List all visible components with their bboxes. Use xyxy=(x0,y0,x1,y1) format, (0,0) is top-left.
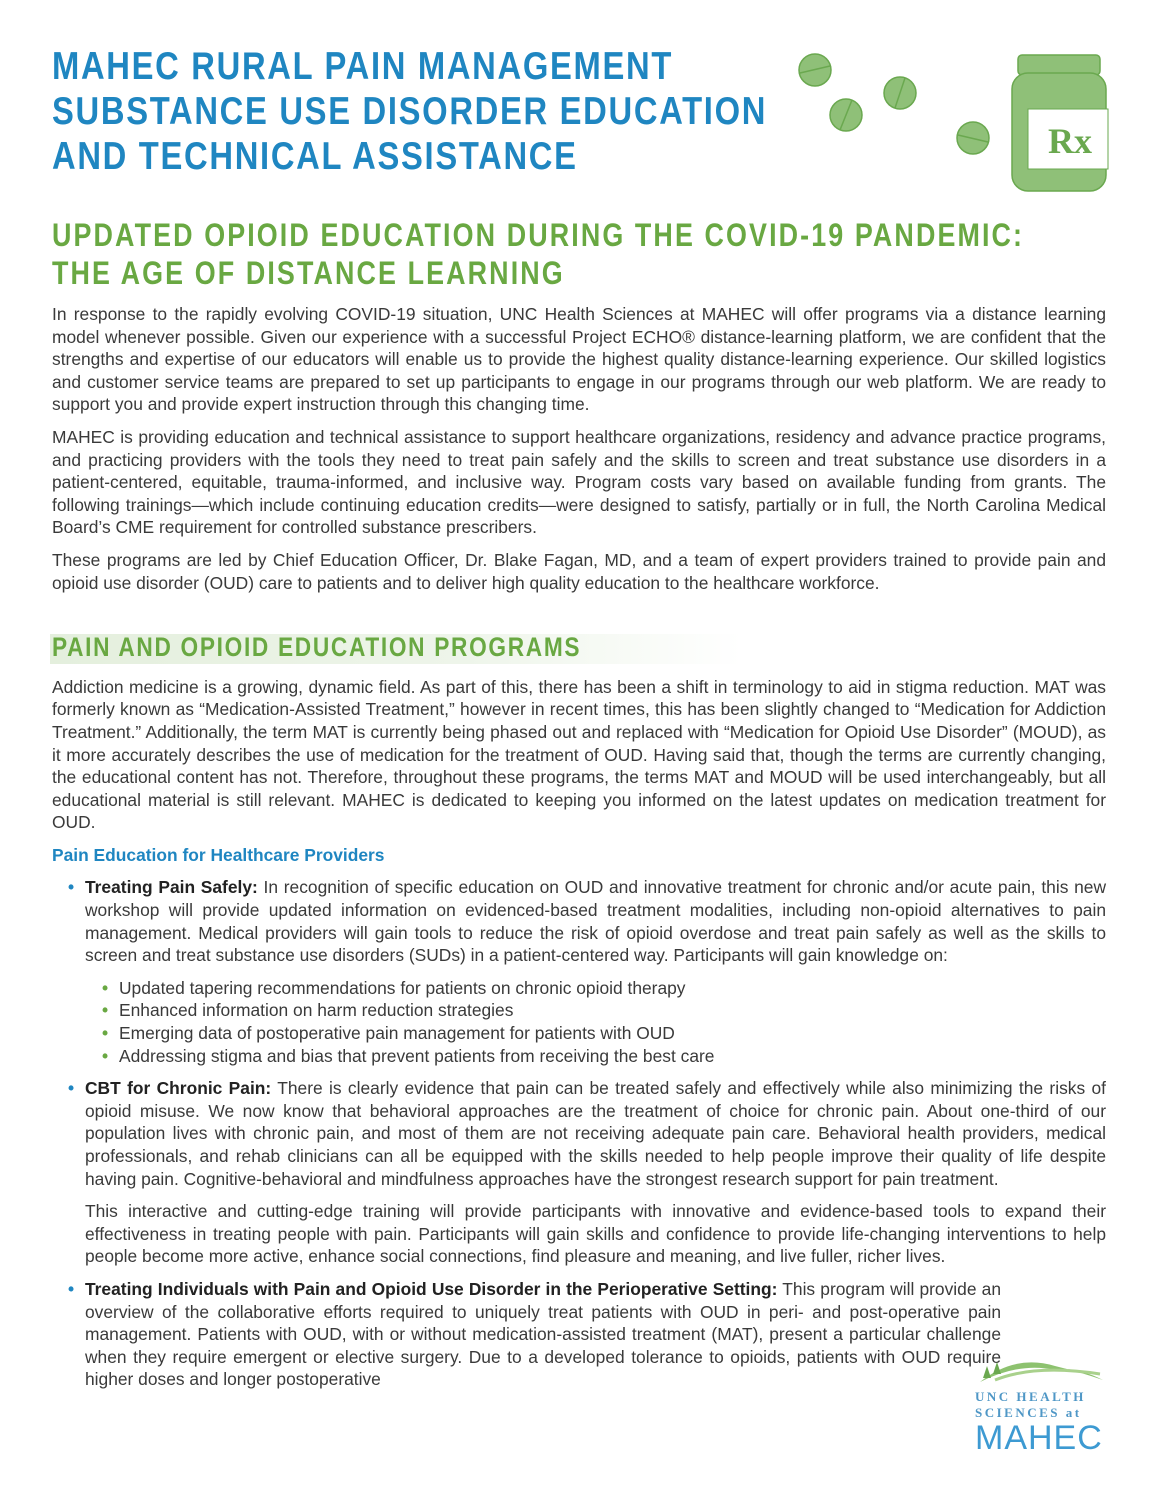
subsection-heading: Pain Education for Healthcare Providers xyxy=(52,844,385,865)
document-body xyxy=(52,303,1106,1401)
section-paragraph: Addiction medicine is a growing, dynamic field. As part of this, there has been a shift in terminology to aid in stigma reduction. MAT was formerly known as “Medication-Assisted Treatment,” however in recent times, this has been slightly changed to “Medication for Addiction Treatment.” Additionally, the term MAT is currently being phased out and replaced with “Medication for Opioid Use Disorder” (MOUD), as it more accurately describes the use of medication for the treatment of OUD. Having said that, though the terms are currently changing, the educational content has not. Therefore, throughout these programs, the terms MAT and MOUD will be used interchangeably, but all educational material is still relevant. MAHEC is dedicated to keeping you informed on the latest updates on medication treatment for OUD. xyxy=(52,676,1106,833)
subtitle-line: UPDATED OPIOID EDUCATION DURING THE COVID-19 PANDEMIC: xyxy=(52,217,1025,253)
title-line: SUBSTANCE USE DISORDER EDUCATION xyxy=(52,90,768,133)
program-item xyxy=(52,876,1106,1067)
title-line: MAHEC RURAL PAIN MANAGEMENT xyxy=(52,45,674,88)
program-item xyxy=(52,1278,1001,1391)
program-text: In recognition of specific education on OUD and innovative treatment for chronic and/or acute pain, this new workshop will provide updated information on evidenced-based treatment modalities, including non-opioid alternatives to pain management. Medical providers will gain tools to reduce the risk of opioid overdose and treat pain safely as well as the skills to screen and treat substance use disorders (SUDs) in a patient-centered way. Participants will gain knowledge on: xyxy=(85,877,1107,966)
program-text: There is clearly evidence that pain can be treated safely and effectively while also minimizing the risks of opioid misuse. We now know that behavioral approaches are the treatment of choice for chronic pain. About one-third of our population lives with chronic pain, and most of them are not receiving adequate pain care. Behavioral health providers, medical professionals, and rehab clinicians can all be equipped with the skills needed to help people improve their quality of life despite having pain. Cognitive-behavioral and mindfulness approaches have the strongest research support for pain treatment. xyxy=(85,1078,1107,1189)
document-title xyxy=(52,44,808,179)
intro-paragraph: MAHEC is providing education and technical assistance to support healthcare organizations, residency and advance practice programs, and practicing providers with the tools they need to treat pain safely and the skills to screen and treat substance use disorders in a patient-centered, equitable, trauma-informed, and inclusive way. Program costs vary based on available funding from grants. The following trainings—which include continuing education credits—were designed to satisfy, partially or in full, the North Carolina Medical Board’s CME requirement for controlled substance prescribers. xyxy=(52,426,1106,538)
hills-icon xyxy=(975,1352,1105,1384)
logo-line: SCIENCES at xyxy=(975,1405,1082,1420)
knowledge-list xyxy=(52,977,1106,1067)
program-text: This program will provide an overview of the collaborative efforts required to uniquely treat patients with OUD in peri- and post-operative pain management. Patients with OUD, with or without medication-assisted treatment (MAT), present a particular challenge when they require emergent or elective surgery. Due to a developed tolerance to opioids, patients with OUD require higher doses and longer postoperative xyxy=(85,1278,1001,1390)
program-list xyxy=(52,876,1106,1390)
section-heading-text: PAIN AND OPIOID EDUCATION PROGRAMS xyxy=(52,632,582,663)
intro-paragraph: In response to the rapidly evolving COVID-19 situation, UNC Health Sciences at MAHEC will offer programs via a distance learning model whenever possible. Given our experience with a successful Project ECHO® distance-learning platform, we are confident that the strengths and expertise of our educators will enable us to provide the highest quality distance-learning experience. Our skilled logistics and customer service teams are prepared to set up participants to engage in our programs through our web platform. We are ready to support you and provide expert instruction through this changing time. xyxy=(52,304,1106,415)
list-item: • Enhanced information on harm reduction strategies xyxy=(52,999,1106,1022)
mahec-logo xyxy=(975,1352,1110,1455)
rx-label: Rx xyxy=(1048,121,1092,161)
logo-line: UNC HEALTH xyxy=(975,1389,1086,1404)
logo-wordmark: MAHEC xyxy=(975,1419,1103,1457)
list-item: • Updated tapering recommendations for patients on chronic opioid therapy xyxy=(52,977,1106,1000)
subtitle-line: THE AGE OF DISTANCE LEARNING xyxy=(52,255,565,291)
section-heading xyxy=(50,634,742,664)
title-line: AND TECHNICAL ASSISTANCE xyxy=(52,135,578,178)
list-item: • Addressing stigma and bias that prevent patients from receiving the best care xyxy=(52,1045,1106,1068)
subtitle xyxy=(52,216,1060,292)
program-title: Treating Pain Safely: xyxy=(85,877,258,898)
program-title: CBT for Chronic Pain: xyxy=(85,1078,272,1099)
program-extra-text: This interactive and cutting-edge training will provide participants with innovative and evidence-based tools to expand their effectiveness in treating people with pain. Participants will gain skills and confidence to provide life-changing interventions to help people become more active, enhance social connections, find pleasure and meaning, and live fuller, richer lives. xyxy=(85,1201,1106,1267)
program-title: Treating Individuals with Pain and Opioid Use Disorder in the Perioperative Setting: xyxy=(85,1278,778,1299)
pills-and-rx-bottle-illustration xyxy=(790,45,1120,195)
intro-paragraph: These programs are led by Chief Education Officer, Dr. Blake Fagan, MD, and a team of expert providers trained to provide pain and opioid use disorder (OUD) care to patients and to deliver high quality education to the healthcare workforce. xyxy=(52,549,1106,593)
list-item: • Emerging data of postoperative pain management for patients with OUD xyxy=(52,1022,1106,1045)
program-item xyxy=(52,1077,1106,1268)
